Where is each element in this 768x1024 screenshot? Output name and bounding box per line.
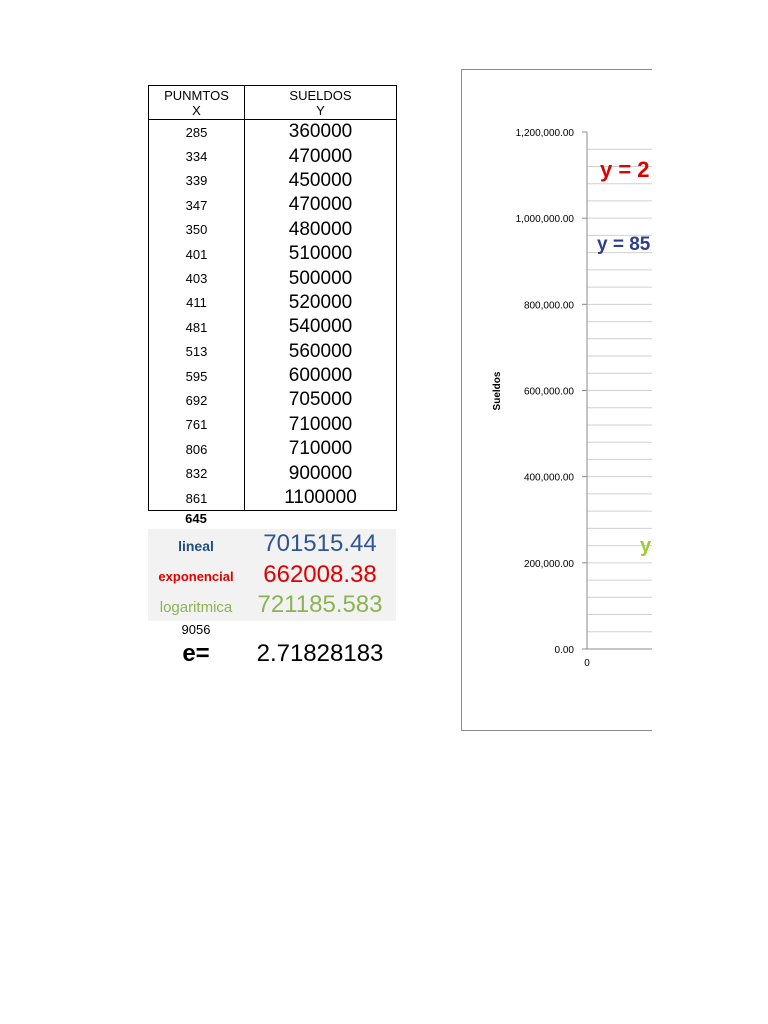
table-row: [149, 315, 397, 339]
cell-y: 710000: [245, 413, 397, 437]
trendline-equation-label: y: [640, 535, 652, 557]
trendline-equation-label: y = 85: [597, 234, 651, 255]
cell-y: 500000: [245, 266, 397, 290]
cell-y: 1100000: [245, 486, 397, 511]
exponencial-value: 662008.38: [263, 561, 377, 588]
table-row: [149, 486, 397, 511]
cell-x: 350: [149, 218, 245, 242]
y-axis-title: Sueldos: [492, 371, 503, 411]
lineal-value: 701515.44: [263, 530, 377, 557]
cell-y: 540000: [245, 315, 397, 339]
exponencial-label: exponencial: [158, 569, 234, 584]
cell-x: 339: [149, 169, 245, 193]
cell-y: 450000: [245, 169, 397, 193]
y-tick-label: 0.00: [554, 645, 574, 656]
table-row: [149, 242, 397, 266]
table-row: [149, 169, 397, 193]
header-y-title: SUELDOS: [289, 87, 352, 103]
header-y: [245, 86, 397, 120]
table-row: [149, 437, 397, 461]
table-row: [149, 266, 397, 290]
y-tick-label: 1,000,000.00: [515, 214, 574, 226]
table-row: [149, 413, 397, 437]
cell-x: 513: [149, 340, 245, 364]
table-row: [149, 120, 397, 145]
header-x-title: PUNMTOS: [164, 87, 229, 103]
cell-y: 470000: [245, 193, 397, 217]
lineal-label: lineal: [178, 538, 214, 554]
header-y-symbol: Y: [316, 102, 325, 118]
table-row: [149, 144, 397, 168]
y-tick-label: 800,000.00: [523, 300, 574, 312]
y-tick-label: 400,000.00: [523, 472, 574, 484]
cell-x: 761: [149, 413, 245, 437]
lineal-row: [148, 529, 396, 559]
logaritmica-value: 721185.583: [257, 591, 383, 618]
data-table-container: [148, 85, 396, 511]
table-row: [149, 388, 397, 412]
cell-x: 411: [149, 291, 245, 315]
y-tick-label: 600,000.00: [523, 386, 574, 398]
cell-x: 285: [149, 120, 245, 145]
sum-x-value: 9056: [181, 622, 211, 637]
chart-panel: [461, 69, 652, 731]
cell-y: 510000: [245, 242, 397, 266]
cell-y: 520000: [245, 291, 397, 315]
cell-x: 861: [149, 486, 245, 511]
prediction-results: [148, 529, 396, 621]
table-row: [149, 340, 397, 364]
cell-x: 806: [149, 437, 245, 461]
cell-y: 900000: [245, 461, 397, 485]
e-value: 2.71828183: [256, 640, 384, 667]
y-tick-label: 200,000.00: [523, 558, 574, 570]
cell-y: 710000: [245, 437, 397, 461]
cell-x: 334: [149, 144, 245, 168]
cell-y: 470000: [245, 144, 397, 168]
table-row: [149, 218, 397, 242]
table-body: [149, 120, 397, 511]
cell-x: 347: [149, 193, 245, 217]
cell-x: 403: [149, 266, 245, 290]
logaritmica-row: [148, 591, 396, 621]
cell-x: 832: [149, 461, 245, 485]
logaritmica-label: logaritmica: [159, 599, 233, 616]
x-tick-label: 0: [584, 658, 590, 669]
table-row: [149, 291, 397, 315]
table-header-row: [149, 86, 397, 120]
table-row: [149, 461, 397, 485]
table-row: [149, 193, 397, 217]
data-table: [148, 85, 397, 511]
exponencial-row: [148, 560, 396, 590]
header-x-symbol: X: [192, 102, 201, 118]
cell-x: 401: [149, 242, 245, 266]
header-x: [149, 86, 245, 120]
table-row: [149, 364, 397, 388]
cell-y: 480000: [245, 218, 397, 242]
cell-x: 595: [149, 364, 245, 388]
cell-x: 481: [149, 315, 245, 339]
cell-y: 705000: [245, 388, 397, 412]
mean-x-value: 645: [185, 511, 207, 526]
cell-y: 560000: [245, 340, 397, 364]
trendline-equation-label: y = 2: [600, 157, 650, 182]
y-tick-label: 1,200,000.00: [515, 128, 574, 139]
cell-x: 692: [149, 388, 245, 412]
e-label: e=: [182, 640, 210, 667]
cell-y: 360000: [245, 120, 397, 145]
chart-svg: [462, 70, 652, 730]
cell-y: 600000: [245, 364, 397, 388]
